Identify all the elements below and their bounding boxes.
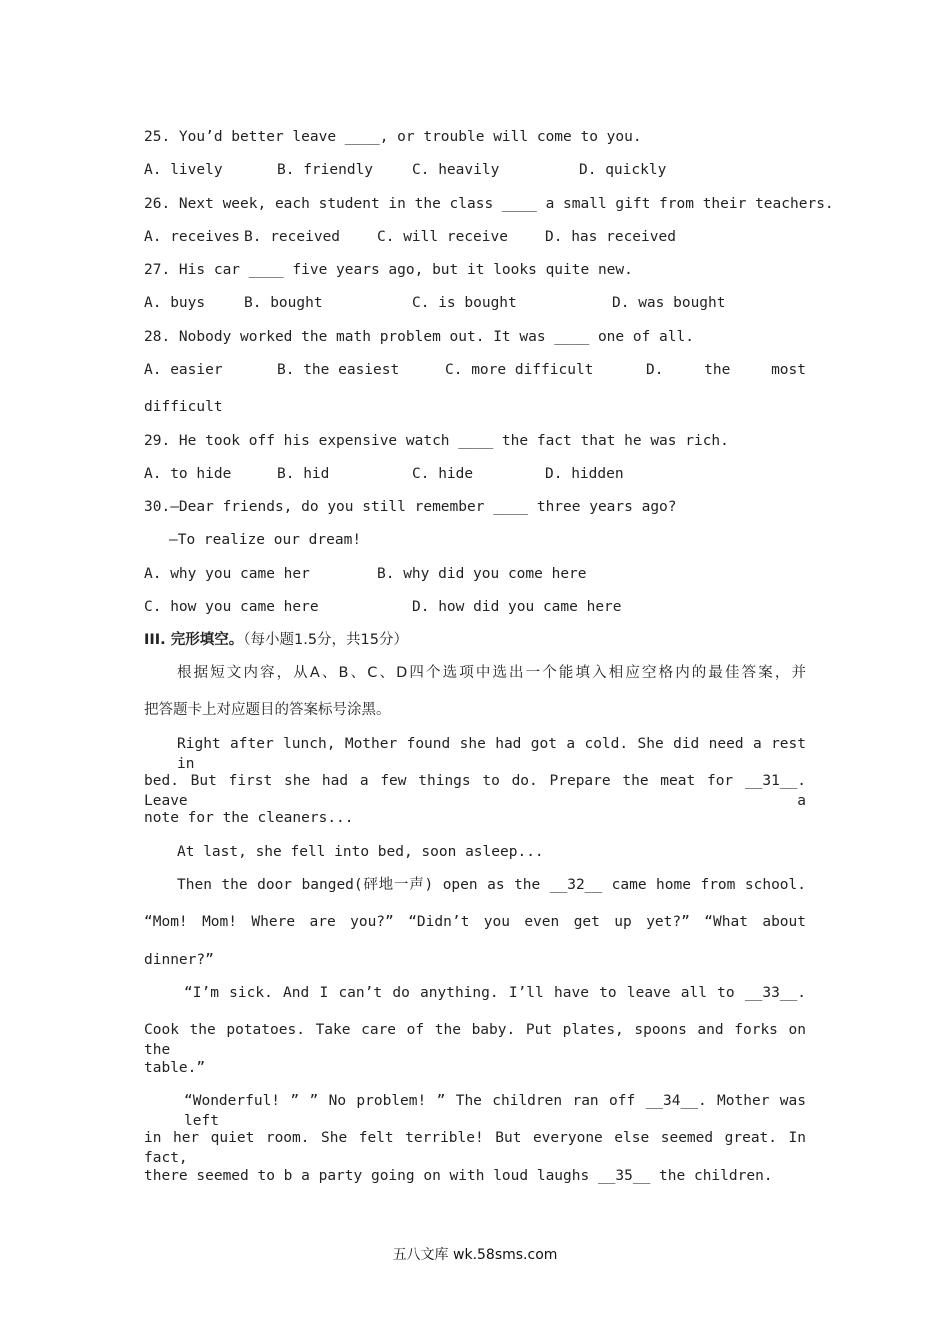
- question-28-stem: 28. Nobody worked the math problem out. It was ____ one of all.: [144, 329, 694, 345]
- passage-line-1: Right after lunch, Mother found she had got a cold. She did need a rest in: [177, 736, 806, 772]
- question-29-option-d: D. hidden: [545, 466, 624, 482]
- question-30-option-c: C. how you came here: [144, 599, 319, 615]
- question-28-option-d-line-2: difficult: [144, 399, 223, 415]
- question-27-option-d: D. was bought: [612, 295, 726, 311]
- question-28-option-a: A. easier: [144, 362, 223, 378]
- question-26-option-d: D. has received: [545, 229, 676, 245]
- section-title: III. 完形填空。: [144, 632, 244, 648]
- question-29-stem: 29. He took off his expensive watch ____ the fact that he was rich.: [144, 433, 729, 449]
- question-30-option-d: D. how did you came here: [412, 599, 622, 615]
- question-25-option-c: C. heavily: [412, 162, 500, 178]
- question-28-option-c: C. more difficult: [445, 362, 594, 378]
- question-27-stem: 27. His car ____ five years ago, but it looks quite new.: [144, 262, 633, 278]
- question-26-option-b: B. received: [244, 229, 341, 245]
- question-30-option-a: A. why you came her: [144, 566, 310, 582]
- section-heading: [144, 630, 408, 650]
- passage-line-10: table.”: [144, 1060, 206, 1076]
- question-25-stem: 25. You’d better leave ____, or trouble will come to you.: [144, 129, 642, 145]
- question-25-option-a: A. lively: [144, 162, 223, 178]
- question-27-option-a: A. buys: [144, 295, 206, 311]
- section-instruction-line-2: 把答题卡上对应题目的答案标号涂黑。: [144, 702, 391, 718]
- passage-line-13: there seemed to b a party going on with loud laughs __35__ the children.: [144, 1168, 773, 1184]
- passage-line-7: dinner?”: [144, 952, 214, 968]
- question-29-option-c: C. hide: [412, 466, 474, 482]
- question-30-option-b: B. why did you come here: [377, 566, 587, 582]
- passage-line-11: “Wonderful! ” ” No problem! ” The children ran off __34__. Mother was left: [184, 1093, 806, 1129]
- question-29-option-b: B. hid: [277, 466, 330, 482]
- passage-line-6: “Mom! Mom! Where are you?” “Didn’t you even get up yet?” “What about: [144, 914, 806, 930]
- passage-line-12: in her quiet room. She felt terrible! But everyone else seemed great. In fact,: [144, 1130, 806, 1166]
- question-26-stem: 26. Next week, each student in the class ____ a small gift from their teachers.: [144, 196, 834, 212]
- passage-line-2: bed. But first she had a few things to do. Prepare the meat for __31__. Leave a: [144, 773, 806, 809]
- question-28-option-b: B. the easiest: [277, 362, 400, 378]
- passage-line-4: At last, she fell into bed, soon asleep...: [177, 844, 544, 860]
- passage-line-5: Then the door banged(砰地一声) open as the __32__ came home from school.: [177, 877, 806, 893]
- question-25-option-b: B. friendly: [277, 162, 374, 178]
- question-29-option-a: A. to hide: [144, 466, 232, 482]
- section-score-note: （每小题1.5分，共15分）: [243, 632, 409, 648]
- passage-line-3: note for the cleaners...: [144, 810, 354, 826]
- question-28-option-d-text: [646, 360, 806, 380]
- passage-line-8: “I’m sick. And I can’t do anything. I’ll have to leave all to __33__.: [184, 985, 806, 1001]
- question-25-option-d: D. quickly: [579, 162, 667, 178]
- passage-line-9: Cook the potatoes. Take care of the baby. Put plates, spoons and forks on the: [144, 1022, 806, 1058]
- question-30-reply: —To realize our dream!: [169, 532, 362, 548]
- question-27-option-b: B. bought: [244, 295, 323, 311]
- question-30-stem: 30.—Dear friends, do you still remember ____ three years ago?: [144, 499, 677, 515]
- question-28-option-d-line-1: D. the most: [646, 362, 806, 378]
- footer-watermark: 五八文库 wk.58sms.com: [392, 1247, 558, 1263]
- section-instruction-line-1: 根据短文内容，从A、B、C、D四个选项中选出一个能填入相应空格内的最佳答案，并: [177, 665, 806, 681]
- question-26-option-c: C. will receive: [377, 229, 508, 245]
- question-27-option-c: C. is bought: [412, 295, 517, 311]
- question-26-option-a: A. receives: [144, 229, 241, 245]
